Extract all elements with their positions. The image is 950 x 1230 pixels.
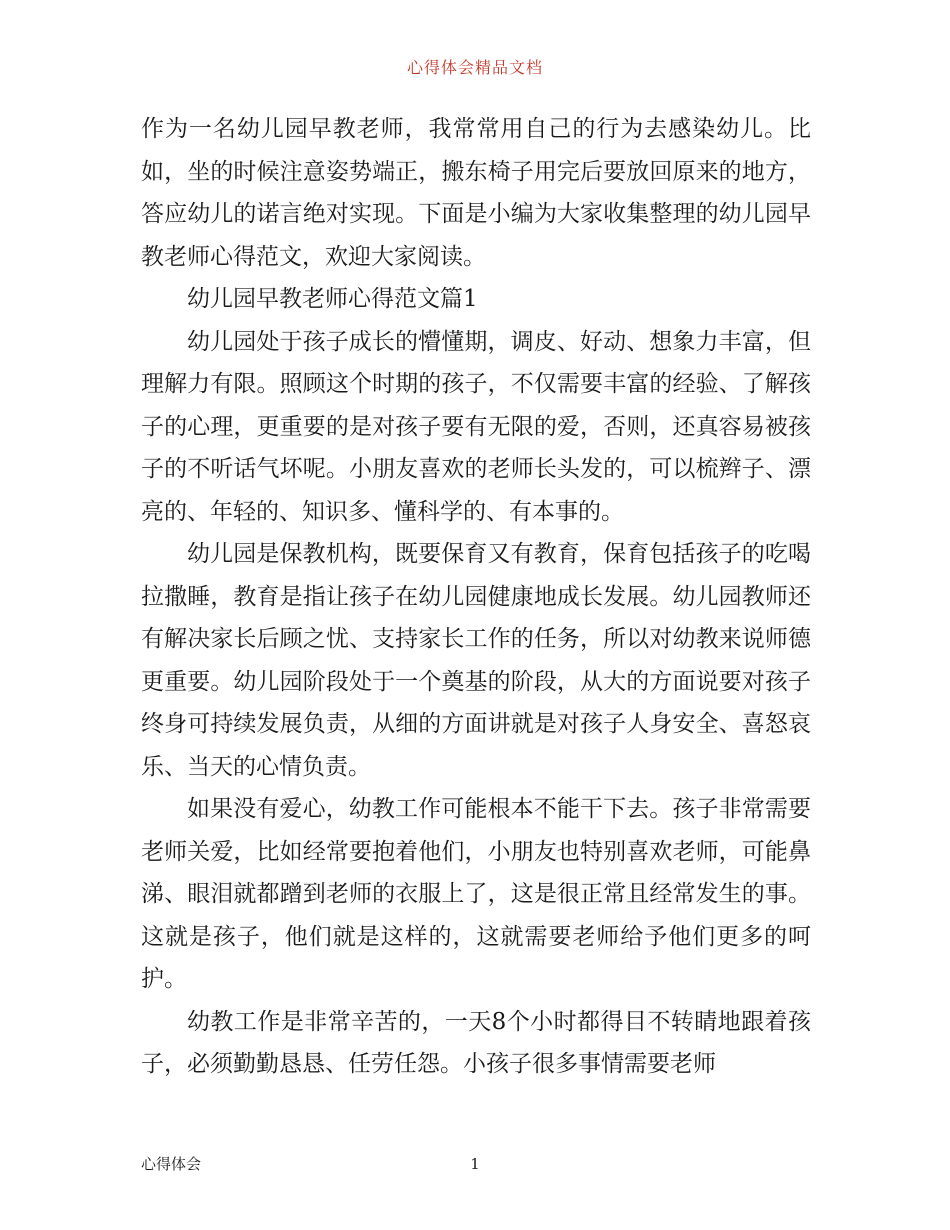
intro-paragraph: 作为一名幼儿园早教老师，我常常用自己的行为去感染幼儿。比如，坐的时候注意姿势端正，搬东椅子用完后要放回原来的地方，答应幼儿的诺言绝对实现。下面是小编为大家收集整理的幼儿园早教老师心得范文，欢迎大家阅读。 [141,116,811,270]
page-footer-label: 心得体会 [141,1155,202,1173]
document-body [141,108,811,1086]
body-paragraph: 如果没有爱心，幼教工作可能根本不能干下去。孩子非常需要老师关爱，比如经常要抱着他们，小朋友也特别喜欢老师，可能鼻涕、眼泪就都蹭到老师的衣服上了，这是很正常且经常发生的事。这就是孩子，他们就是这样的，这就需要老师给予他们更多的呵护。 [141,796,811,992]
body-paragraph: 幼儿园处于孩子成长的懵懂期，调皮、好动、想象力丰富，但理解力有限。照顾这个时期的孩子，不仅需要丰富的经验、了解孩子的心理，更重要的是对孩子要有无限的爱，否则，还真容易被孩子的不听话气坏呢。小朋友喜欢的老师长头发的，可以梳辫子、漂亮的、年轻的、知识多、懂科学的、有本事的。 [141,328,811,525]
page-number: 1 [470,1155,480,1173]
section-heading: 幼儿园早教老师心得范文篇1 [187,286,478,312]
body-paragraph: 幼儿园是保教机构，既要保育又有教育，保育包括孩子的吃喝拉撒睡，教育是指让孩子在幼儿园健康地成长发展。幼儿园教师还有解决家长后顾之忧、支持家长工作的任务，所以对幼教来说师德更重要。幼儿园阶段处于一个奠基的阶段，从大的方面说要对孩子终身可持续发展负责，从细的方面讲就是对孩子人身安全、喜怒哀乐、当天的心情负责。 [141,541,811,780]
page-header-title: 心得体会精品文档 [406,58,543,77]
body-paragraph: 幼教工作是非常辛苦的，一天8个小时都得目不转睛地跟着孩子，必须勤勤恳恳、任劳任怨。小孩子很多事情需要老师 [141,1008,811,1077]
